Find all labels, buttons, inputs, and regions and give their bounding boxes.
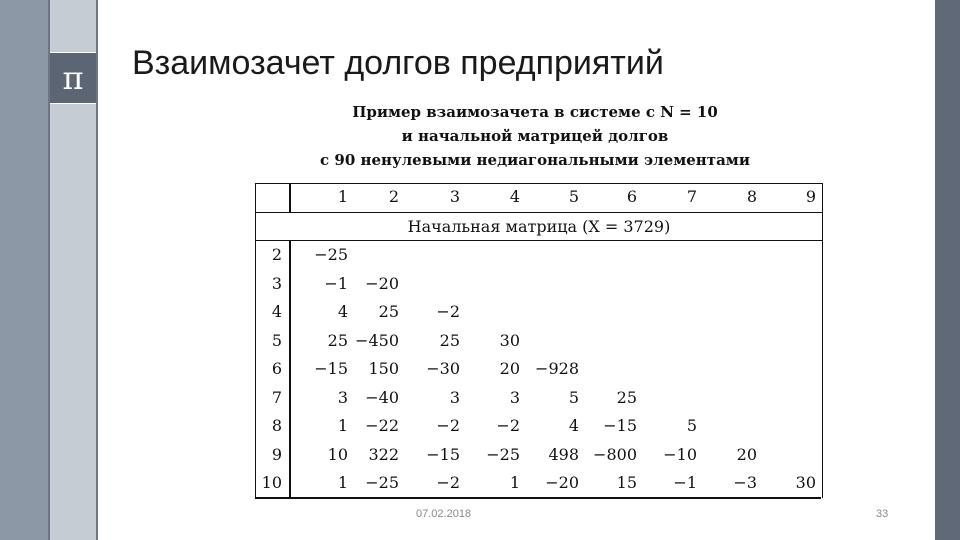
matrix-cell: 4 — [568, 416, 579, 435]
matrix-cell: −25 — [365, 473, 399, 492]
left-stripe-outer — [0, 0, 48, 540]
header-divider — [289, 183, 291, 213]
matrix-cell: −30 — [426, 359, 460, 378]
column-header-9: 9 — [805, 187, 816, 206]
matrix-cell: 1 — [337, 416, 348, 435]
matrix-cell: −15 — [426, 444, 460, 464]
matrix-cell: −10 — [663, 444, 697, 464]
matrix-cell: 30 — [499, 330, 520, 350]
matrix-cell: 5 — [686, 416, 697, 435]
matrix-cell: −800 — [593, 444, 637, 464]
row-label-3: 3 — [271, 273, 282, 293]
matrix-cell: −25 — [486, 444, 520, 464]
heading-line-2: и начальной матрицей долгов — [401, 127, 669, 145]
matrix-cell: −1 — [673, 473, 697, 492]
pi-logo-icon: π — [50, 52, 96, 104]
matrix-cell: 25 — [327, 330, 348, 350]
matrix-cell: −1 — [324, 273, 348, 293]
page-number: 33 — [876, 508, 889, 520]
matrix-cell: 498 — [548, 444, 579, 464]
matrix-cell: −2 — [436, 416, 460, 435]
column-header-8: 8 — [746, 187, 757, 206]
matrix-cell: −40 — [365, 387, 399, 407]
matrix-cell: 3 — [337, 387, 348, 407]
matrix-cell: 25 — [378, 302, 399, 321]
matrix-cell: 150 — [368, 359, 399, 378]
matrix-cell: −2 — [496, 416, 520, 435]
matrix-cell: 25 — [439, 330, 460, 350]
matrix-cell: 15 — [616, 473, 637, 492]
left-divider-line-2 — [96, 0, 98, 540]
column-header-3: 3 — [449, 187, 460, 206]
column-header-4: 4 — [509, 187, 520, 206]
matrix-cell: 20 — [736, 444, 757, 464]
table-bottom-rule — [255, 497, 821, 499]
matrix-cell: −20 — [365, 273, 399, 293]
column-header-5: 5 — [568, 187, 579, 206]
matrix-cell: 1 — [509, 473, 520, 492]
column-header-6: 6 — [626, 187, 637, 206]
matrix-cell: 5 — [568, 387, 579, 407]
matrix-cell: −15 — [314, 359, 348, 378]
matrix-cell: −2 — [436, 302, 460, 321]
column-header-2: 2 — [388, 187, 399, 206]
matrix-cell: −20 — [545, 473, 579, 492]
row-label-divider — [289, 241, 291, 498]
heading-line-1: Пример взаимозачета в системе с N = 10 — [352, 103, 718, 121]
matrix-cell: −3 — [733, 473, 757, 492]
matrix-cell: 30 — [795, 473, 816, 492]
matrix-cell: 10 — [327, 444, 348, 464]
heading-line-3: с 90 ненулевыми недиагональными элементами — [320, 151, 750, 169]
matrix-cell: −2 — [436, 473, 460, 492]
row-label-7: 7 — [271, 387, 282, 407]
table-heading — [255, 100, 815, 172]
matrix-caption: Начальная матрица (X = 3729) — [256, 213, 822, 241]
matrix-cell: 3 — [449, 387, 460, 407]
matrix-cell: 322 — [368, 444, 399, 464]
matrix-cell: 3 — [509, 387, 520, 407]
row-label-6: 6 — [271, 359, 282, 378]
matrix-cell: −928 — [535, 359, 579, 378]
slide-title: Взаимозачет долгов предприятий — [132, 44, 664, 82]
column-header-1: 1 — [337, 187, 348, 206]
column-header-7: 7 — [686, 187, 697, 206]
footer-date: 07.02.2018 — [416, 508, 472, 520]
row-label-10: 10 — [261, 473, 282, 492]
row-label-9: 9 — [271, 444, 282, 464]
debt-matrix-table — [255, 183, 823, 498]
matrix-cell: −22 — [365, 416, 399, 435]
matrix-cell: −450 — [355, 330, 399, 350]
matrix-cell: −25 — [314, 245, 348, 264]
matrix-cell: 4 — [337, 302, 348, 321]
matrix-cell: 25 — [616, 387, 637, 407]
matrix-cell: −15 — [603, 416, 637, 435]
matrix-cell: 1 — [337, 473, 348, 492]
row-label-4: 4 — [271, 302, 282, 321]
matrix-cell: 20 — [499, 359, 520, 378]
row-label-2: 2 — [271, 245, 282, 264]
row-label-5: 5 — [271, 330, 282, 350]
row-label-8: 8 — [271, 416, 282, 435]
right-decorative-band — [935, 0, 960, 540]
